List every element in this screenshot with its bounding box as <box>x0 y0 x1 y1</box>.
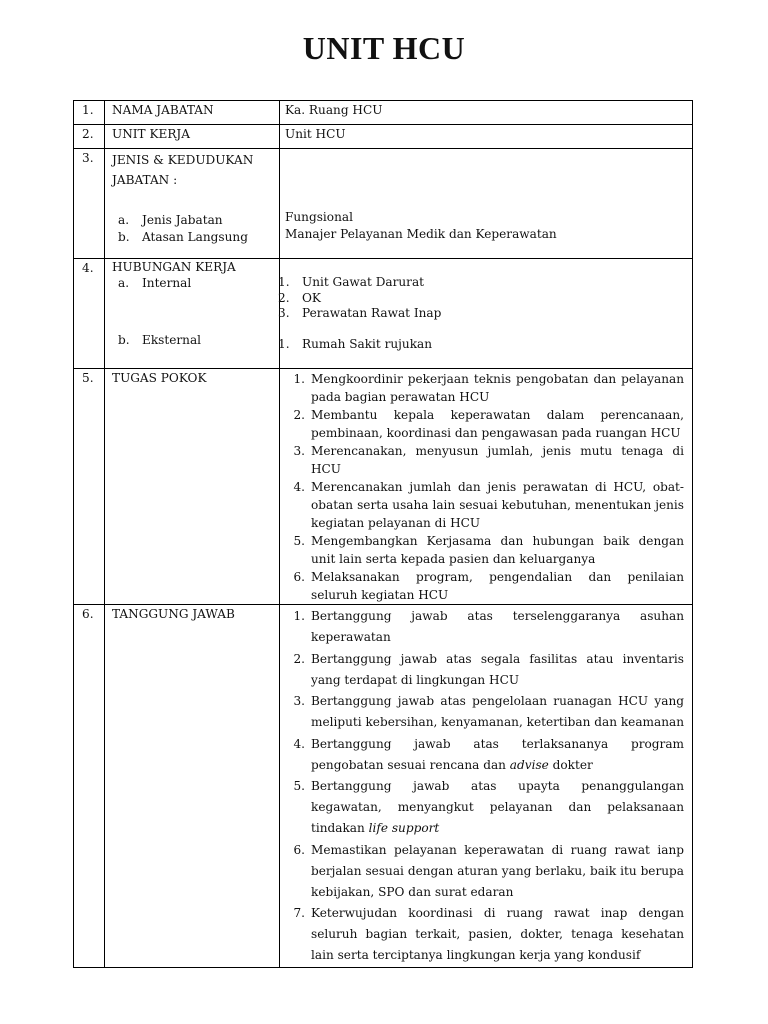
list-number: 3. <box>293 444 305 458</box>
list-number: 4. <box>293 736 305 751</box>
list-item <box>285 691 684 733</box>
table-row <box>74 259 693 369</box>
list-item <box>285 568 684 604</box>
tugas-list <box>285 370 684 604</box>
list-item: 1. Rumah Sakit rujukan <box>278 336 433 351</box>
table-row <box>74 125 693 149</box>
list-number: 4. <box>293 480 305 494</box>
list-text: Merencanakan, menyusun jumlah, jenis mutu tenaga di HCU <box>311 444 684 476</box>
list-number: 2. <box>293 651 305 666</box>
list-item: 2. OK <box>278 290 321 305</box>
row-label: JABATAN : <box>112 173 178 187</box>
list-number: 2. <box>293 408 305 422</box>
row-number: 3. <box>74 149 105 259</box>
row-number: 4. <box>74 259 105 369</box>
list-number: 7. <box>293 906 305 920</box>
row-label: NAMA JABATAN <box>105 101 280 125</box>
list-number: 1. <box>293 609 305 623</box>
list-text: Memastikan pelayanan keperawatan di ruang rawat ianp berjalan sesuai dengan aturan yang berlaku, baik itu berupa kebijakan, SPO dan surat edaran <box>311 842 684 899</box>
row-label: HUBUNGAN KERJA <box>112 260 236 274</box>
list-number: 5. <box>293 534 305 548</box>
list-text: Bertanggung jawab atas segala fasilitas atau inventaris yang terdapat di lingkungan HCU <box>311 651 684 687</box>
list-item <box>285 649 684 691</box>
table-row <box>74 149 693 259</box>
row-value-cell <box>280 369 693 605</box>
list-text: Mengembangkan Kerjasama dan hubungan baik dengan unit lain serta kepada pasien dan keluarganya <box>311 534 684 566</box>
table-row <box>74 369 693 605</box>
row-number: 2. <box>74 125 105 149</box>
sub-item: b. Eksternal <box>118 333 202 347</box>
job-description-table <box>73 100 693 968</box>
list-number: 3. <box>293 694 305 708</box>
list-item: 4. Bertanggung jawab atas terlaksananya program pengobatan sesuai rencana dan advise dokter <box>285 734 684 776</box>
list-text: Membantu kepala keperawatan dalam perencanaan, pembinaan, koordinasi dan pengawasan pada ruangan HCU <box>311 408 684 440</box>
row-value-cell <box>280 149 693 259</box>
list-text: Keterwujudan koordinasi di ruang rawat inap dengan seluruh bagian terkait, pasien, dokter, tenaga kesehatan lain serta terciptanya lingkungan kerja yang kondusif <box>311 906 684 962</box>
list-item <box>285 370 684 406</box>
tanggung-list <box>285 606 684 966</box>
list-item: 3. Perawatan Rawat Inap <box>278 306 442 320</box>
table-row <box>74 605 693 968</box>
sub-item: b. Atasan Langsung <box>118 230 248 244</box>
list-text: Bertanggung jawab atas pengelolaan ruanagan HCU yang meliputi kebersihan, kenyamanan, ketertiban dan keamanan <box>311 694 684 729</box>
row-number: 5. <box>74 369 105 605</box>
row-value-cell <box>280 605 693 968</box>
row-value: Fungsional <box>285 210 353 224</box>
list-number: 6. <box>293 842 305 857</box>
list-text: Merencanakan jumlah dan jenis perawatan di HCU, obat-obatan serta usaha lain sesuai kebutuhan, menentukan jenis kegiatan pelayanan di HCU <box>311 480 684 530</box>
list-text: Bertanggung jawab atas terselenggaranya asuhan keperawatan <box>311 609 684 644</box>
row-label: TANGGUNG JAWAB <box>105 605 280 968</box>
list-item <box>285 532 684 568</box>
row-value: Unit HCU <box>280 125 693 149</box>
row-label: UNIT KERJA <box>105 125 280 149</box>
table-row <box>74 101 693 125</box>
list-item <box>285 478 684 532</box>
list-number: 6. <box>293 570 305 584</box>
list-item <box>285 406 684 442</box>
list-item: 1. Unit Gawat Darurat <box>278 275 425 289</box>
list-number: 5. <box>293 779 305 793</box>
row-number: 1. <box>74 101 105 125</box>
sub-item: a. Internal <box>118 276 192 290</box>
list-item <box>285 903 684 966</box>
row-value: Manajer Pelayanan Medik dan Keperawatan <box>285 227 557 241</box>
row-number: 6. <box>74 605 105 968</box>
list-text: Melaksanakan program, pengendalian dan penilaian seluruh kegiatan HCU <box>311 570 684 602</box>
row-label-cell <box>105 149 280 259</box>
list-item <box>285 840 684 903</box>
list-item: 5. Bertanggung jawab atas upayta penanggulangan kegawatan, menyangkut pelayanan dan pelaksanaan tindakan life support <box>285 776 684 839</box>
list-text: Mengkoordinir pekerjaan teknis pengobatan dan pelayanan pada bagian perawatan HCU <box>311 372 684 404</box>
list-number: 1. <box>293 372 305 386</box>
row-label-cell <box>105 259 280 369</box>
row-value: Ka. Ruang HCU <box>280 101 693 125</box>
list-item <box>285 442 684 478</box>
sub-item: a. Jenis Jabatan <box>118 213 223 227</box>
row-label: TUGAS POKOK <box>105 369 280 605</box>
document-title: UNIT HCU <box>302 30 466 66</box>
list-item <box>285 606 684 648</box>
row-value-cell <box>280 259 693 369</box>
row-label: JENIS & KEDUDUKAN <box>112 153 254 167</box>
